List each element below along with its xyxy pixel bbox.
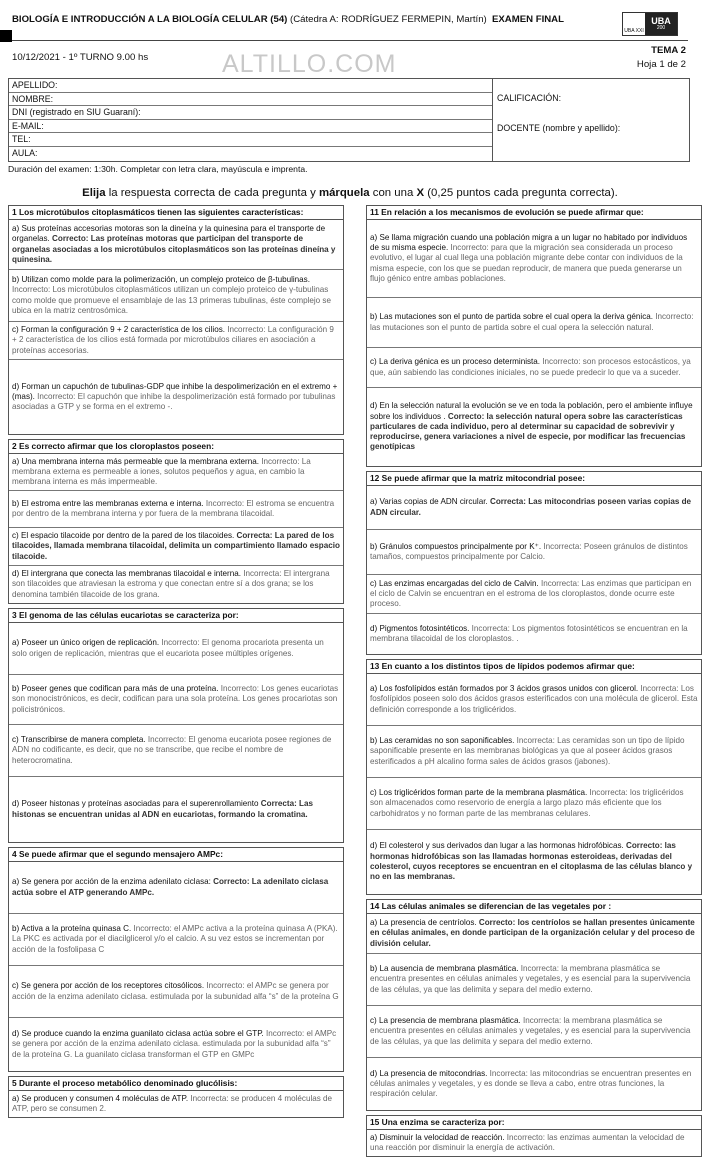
option-explanation: Incorrecto: El capuchón que inhibe la despolimerización está formado por tubulinas asociadas a GTP y se forma en el extremo -. xyxy=(12,391,336,412)
exam-header xyxy=(0,0,700,78)
option-text: c) El espacio tilacoide por dentro de la pared de los tilacoides. xyxy=(12,531,235,541)
id-field-0[interactable]: APELLIDO: xyxy=(9,79,492,93)
answer-option[interactable] xyxy=(9,491,343,528)
option-text: d) La presencia de mitocondrias. xyxy=(370,1068,488,1078)
question-title: 3 El genoma de las células eucariotas se caracteriza por: xyxy=(9,609,343,623)
option-explanation: Incorrecto: La membrana externa es permeable a iones, solutos pequeños y agua, en cambio la membrana interna es más impermeable. xyxy=(12,456,311,487)
question-block xyxy=(366,659,702,895)
option-explanation: Incorrecta: la membrana plasmática se encuentra presentes en células animales y vegetales, y es esencial para la supervivencia de las células, ya que las delimita y separa del medio externo. xyxy=(370,1016,691,1046)
answer-option[interactable] xyxy=(9,454,343,491)
option-explanation: Correcta: Las histonas se encuentran unidas al ADN en eucariotas, formando la cromatina. xyxy=(12,799,313,819)
question-title: 4 Se puede afirmar que el segundo mensajero AMPc: xyxy=(9,848,343,862)
option-text: a) Se genera por acción de la enzima adenilato ciclasa: xyxy=(12,877,211,887)
option-explanation: Incorrecto: El genoma eucariota posee regiones de ADN no codificante, es decir, que no se transcribe, que recibe el nombre de heterocromatina. xyxy=(12,735,332,765)
uba-logo-small: UBA XXI xyxy=(623,13,645,35)
option-explanation: Incorrecto: el AMPc se genera por acción de la enzima adenilato ciclasa. estimulada por la subunidad alfa “s” de la proteína G xyxy=(12,981,339,1001)
option-explanation: Incorrecta: las mitocondrias se encuentran presentes en células animales y vegetales, y es donde se lleva a cabo, entre otras funciones, la respiración celular. xyxy=(370,1068,692,1099)
question-block xyxy=(8,439,344,604)
instructions: Elija la respuesta correcta de cada pregunta y márquela con una X (0,25 puntos cada pregunta correcta). xyxy=(82,187,618,199)
student-id-box xyxy=(8,78,690,162)
question-block xyxy=(366,1115,702,1157)
answer-option[interactable] xyxy=(367,486,701,530)
answer-option[interactable] xyxy=(9,914,343,966)
answer-option[interactable] xyxy=(9,1018,343,1071)
option-text: c) Forman la configuración 9 + 2 característica de los cilios. xyxy=(12,325,226,335)
option-explanation: Correcto: los centríolos se hallan presentes únicamente en células animales, en donde participan de la organización celular y del proceso de división celular. xyxy=(370,918,695,948)
registration-mark xyxy=(0,30,12,42)
option-text: b) Activa a la proteína quinasa C. xyxy=(12,924,132,934)
question-title: 12 Se puede afirmar que la matriz mitocondrial posee: xyxy=(367,472,701,486)
option-text: d) En la selección natural la evolución se ve en toda la población, pero el ambiente influye sobre los individuos . xyxy=(370,401,693,421)
answer-option[interactable] xyxy=(9,220,343,270)
question-block xyxy=(8,1076,344,1118)
docente-label: DOCENTE (nombre y apellido): xyxy=(497,123,621,133)
answer-option[interactable] xyxy=(367,575,701,614)
option-text: c) La deriva génica es un proceso determinista. xyxy=(370,357,541,367)
answer-option[interactable] xyxy=(9,623,343,675)
answer-option[interactable] xyxy=(367,914,701,954)
option-text: d) El colesterol y sus derivados dan lugar a las hormonas hidrofóbicas. xyxy=(370,841,624,851)
option-explanation: Incorrecto: son procesos estocásticos, ya que, aún sabiendo las condiciones iniciales, no se puede predecir lo que va a suceder. xyxy=(370,357,691,377)
answer-option[interactable] xyxy=(367,1058,701,1110)
option-text: c) Los triglicéridos forman parte de la membrana plasmática. xyxy=(370,788,588,798)
option-explanation: Incorrecto: Los microtúbulos citoplasmáticos utilizan un complejo proteico de γ-tubulinas como molde que promueve el ensamblaje de las 13 primeras tubulinas, éste complejo se ubica en la matriz centrosómica. xyxy=(12,285,331,315)
duration-note: Duración del examen: 1:30h. Completar con letra clara, mayúscula e imprenta. xyxy=(8,164,308,174)
uba-logo-text: UBA xyxy=(651,16,671,26)
option-explanation: Incorrecto: el AMPc se genera por acción de la enzima adenilato ciclasa. estimulada por la subunidad alfa “s” de la proteína G. La guanilato ciclasa transforman el GTP en GMPc xyxy=(12,1029,337,1059)
option-text: a) Sus proteínas accesorias motoras son la dineína y la quinesina para el transporte de organelas. xyxy=(12,223,326,244)
option-text: a) Se producen y consumen 4 moléculas de ATP. xyxy=(12,1093,189,1103)
option-text: c) La presencia de membrana plasmática. xyxy=(370,1016,521,1026)
answer-option[interactable] xyxy=(367,614,701,654)
option-explanation: Incorrecto: La configuración 9 + 2 característica de los cilios está formada por microtúbulos ciliares en asociación a proteínas accesorias. xyxy=(12,325,334,355)
answer-option[interactable] xyxy=(9,360,343,434)
exam-type: EXAMEN FINAL xyxy=(492,14,564,25)
question-block xyxy=(366,205,702,467)
option-text: d) El intergrana que conecta las membranas tilacoidal e interna. xyxy=(12,569,242,579)
answer-option[interactable] xyxy=(367,530,701,575)
option-explanation: Incorrecta: Los fosfolípidos poseen solo dos ácidos grasos esterificados con una molécula de glicerol. Esta definición corresponde a los triglicéridos. xyxy=(370,684,698,714)
question-title: 1 Los microtúbulos citoplasmáticos tienen las siguientes características: xyxy=(9,206,343,220)
option-explanation: Incorrecta: El intergrana son tilacoides que atraviesan la estroma y que conectan entre sí a dos grana; se los denomina también tilacoide de los grana. xyxy=(12,569,330,599)
option-text: a) Disminuir la velocidad de reacción. xyxy=(370,1132,505,1142)
uba-logo xyxy=(622,12,678,36)
exam-date: 10/12/2021 - 1º TURNO 9.00 hs xyxy=(12,52,149,63)
option-explanation: Incorrecta: Las enzimas que participan en el ciclo de Calvin se encuentran en el estroma de los cloroplastos, donde ocurre este proceso. xyxy=(370,578,692,609)
option-text: d) Se produce cuando la enzima guanilato ciclasa actúa sobre el GTP. xyxy=(12,1029,264,1039)
question-block xyxy=(8,205,344,435)
answer-option[interactable] xyxy=(367,1006,701,1058)
answer-option[interactable] xyxy=(367,220,701,298)
question-title: 5 Durante el proceso metabólico denominado glucólisis: xyxy=(9,1077,343,1091)
option-text: a) Varias copias de ADN circular. xyxy=(370,497,488,507)
option-text: b) Utilizan como molde para la polimerización, un complejo proteico de β-tubulinas. xyxy=(12,274,310,284)
question-title: 11 En relación a los mecanismos de evolución se puede afirmar que: xyxy=(367,206,701,220)
answer-option[interactable] xyxy=(367,954,701,1006)
option-explanation: Correcto: La adenilato ciclasa actúa sobre el ATP generando AMPc. xyxy=(12,877,329,897)
option-explanation: Correcta: La pared de los tilacoides, llamada membrana tilacoidal, delimita un compartimiento llamado espacio tilacoide. xyxy=(12,531,340,561)
question-block xyxy=(366,471,702,655)
answer-option[interactable] xyxy=(367,348,701,388)
calificacion-label: CALIFICACIÓN: xyxy=(497,93,562,103)
questions-column-right xyxy=(366,205,702,1161)
answer-option[interactable] xyxy=(367,726,701,778)
answer-option[interactable] xyxy=(9,270,343,322)
option-text: d) Poseer histonas y proteínas asociadas para el superenrollamiento xyxy=(12,799,259,809)
question-block xyxy=(8,608,344,843)
question-title: 2 Es correcto afirmar que los cloroplastos poseen: xyxy=(9,440,343,454)
option-explanation: Incorrecta: se producen 4 moléculas de ATP, pero se consumen 2. xyxy=(12,1093,333,1113)
option-text: c) Transcribirse de manera completa. xyxy=(12,735,146,745)
question-block xyxy=(8,847,344,1072)
question-block xyxy=(366,899,702,1111)
question-title: 14 Las células animales se diferencian de las vegetales por : xyxy=(367,900,701,914)
id-field-5[interactable]: AULA: xyxy=(12,147,38,158)
option-text: d) Pigmentos fotosintéticos. xyxy=(370,623,470,633)
option-text: b) El estroma entre las membranas externa e interna. xyxy=(12,498,204,508)
option-text: c) Se genera por acción de los receptores citosólicos. xyxy=(12,981,205,991)
answer-option[interactable] xyxy=(367,674,701,726)
option-text: c) Las enzimas encargadas del ciclo de Calvin. xyxy=(370,578,539,588)
answer-option[interactable] xyxy=(367,778,701,830)
tema-label: TEMA 2 xyxy=(651,45,686,56)
answer-option[interactable] xyxy=(9,1091,343,1117)
watermark: ALTILLO.COM xyxy=(222,50,397,78)
option-text: b) Gránulos compuestos principalmente por K⁺. xyxy=(370,541,542,551)
answer-option[interactable] xyxy=(9,675,343,725)
id-field-3[interactable]: E-MAIL: xyxy=(9,120,492,134)
option-explanation: Incorrecto: El estroma se encuentra por dentro de la membrana interna y por fuera de la membrana tilacoidal. xyxy=(12,498,335,518)
option-text: b) La ausencia de membrana plasmática. xyxy=(370,964,519,974)
option-explanation: Correcto: Las proteínas motoras que participan del transporte de organelas asociadas a los microtúbulos citoplasmáticos son las proteínas dineína y quinesina. xyxy=(12,234,336,264)
option-explanation: Incorrecto: las mutaciones son el punto de partida sobre el cual opera la selección natural. xyxy=(370,312,694,332)
header-divider xyxy=(12,40,688,41)
option-text: b) Las mutaciones son el punto de partida sobre el cual opera la deriva génica. xyxy=(370,312,654,322)
option-explanation: Incorrecto: el AMPc activa a la proteína quinasa A (PKA). La PKC es activada por el diacilglicerol y/o el calcio. A su vez estos se incrementan por acción de la fosfolipasa C xyxy=(12,924,338,954)
answer-option[interactable] xyxy=(367,298,701,348)
questions-column-left xyxy=(8,205,344,1122)
option-explanation: Correcto: la selección natural opera sobre las características particulares de cada individuo, pero al determinar su capacidad de sobrevivir y reproducirse, genera variaciones a nivel de especie, por modificar las frecuencias genotípicas xyxy=(370,411,686,452)
option-explanation: Incorrecta: Los pigmentos fotosintéticos se encuentran en la membrana tilacoidal de los cloroplastos. . xyxy=(370,623,688,643)
option-explanation: Incorrecta: Poseen gránulos de distintos tamaños, compuestos principalmente por Calcio. xyxy=(370,541,688,561)
answer-option[interactable] xyxy=(9,725,343,777)
option-explanation: Incorrecto: las enzimas aumentan la velocidad de una reacción por disminuir la energía de activación. xyxy=(370,1132,685,1152)
option-text: a) La presencia de centríolos. xyxy=(370,918,477,928)
option-text: b) Las ceramidas no son saponificables. xyxy=(370,736,515,746)
option-text: a) Una membrana interna más permeable que la membrana externa. xyxy=(12,456,259,466)
option-text: b) Poseer genes que codifican para más de una proteína. xyxy=(12,684,219,694)
page-indicator: Hoja 1 de 2 xyxy=(636,59,686,70)
answer-option[interactable] xyxy=(367,388,701,466)
question-title: 13 En cuanto a los distintos tipos de lípidos podemos afirmar que: xyxy=(367,660,701,674)
option-explanation: Correcto: las hormonas hidrofóbicas son las llamadas hormonas esteroideas, derivadas del colesterol, cuyos receptores se encuentran en el citoplasma de las células blanco y no en las membranas. xyxy=(370,841,693,882)
id-field-4[interactable]: TEL: xyxy=(9,133,492,147)
option-explanation: Correcta: Las mitocondrias poseen varias copias de ADN circular. xyxy=(370,497,692,517)
option-text: a) Poseer un único origen de replicación. xyxy=(12,638,160,648)
option-explanation: Incorrecto: Los genes eucariotas son monocistrónicos, es decir, codifican para una sola proteína. Los genes procariotas son policistrónicos. xyxy=(12,684,339,714)
option-explanation: Incorrecto: El genoma procariota presenta un solo origen de replicación, mientras que el eucariota posee múltiples orígenes. xyxy=(12,638,324,658)
answer-option[interactable] xyxy=(9,528,343,566)
option-explanation: Incorrecta: la membrana plasmática se encuentra presentes en células animales y vegetales, y es esencial para la supervivencia de las células, ya que las delimita y separa del medio externo. xyxy=(370,964,691,994)
answer-option[interactable] xyxy=(9,966,343,1018)
answer-option[interactable] xyxy=(367,830,701,894)
answer-option[interactable] xyxy=(367,1130,701,1156)
answer-option[interactable] xyxy=(9,566,343,603)
id-fields xyxy=(9,79,493,161)
answer-option[interactable] xyxy=(9,322,343,360)
option-text: a) Se llama migración cuando una población migra a un lugar no habitado por individuos de su misma especie. xyxy=(370,232,688,253)
uba-logo-sub: 200 xyxy=(656,25,666,31)
option-explanation: Incorrecta: Las ceramidas son un tipo de lípido saponificable presente en las membranas biológicas ya que al poseer ácidos grasos esterificados a pH alcalino forma sales de ácidos grasos (jabones). xyxy=(370,736,685,766)
option-text: a) Los fosfolípidos están formados por 3 ácidos grasos unidos con glicerol. xyxy=(370,684,639,694)
option-explanation: Incorrecto: para que la migración sea considerada un proceso evolutivo, el lugar al cual llega una población migrante debe contar con individuos de la misma especie, con los que se puedan reproducir, de manera que pueda generarse un flujo génico entre ambas poblaciones. xyxy=(370,243,683,283)
answer-option[interactable] xyxy=(9,777,343,842)
question-title: 15 Una enzima se caracteriza por: xyxy=(367,1116,701,1130)
id-field-1[interactable]: NOMBRE: xyxy=(9,93,492,107)
option-explanation: Incorrecta: los triglicéridos son almacenados como reservorio de energía a largo plazo más eficiente que los carbohidratos y no forman parte de las membranas celulares. xyxy=(370,788,684,818)
option-text: d) Forman un capuchón de tubulinas-GDP que inhibe la despolimerización en el extremo + (mas). xyxy=(12,381,338,401)
course-title: BIOLOGÍA E INTRODUCCIÓN A LA BIOLOGÍA CELULAR (54) (Cátedra A: RODRÍGUEZ FERMEPIN, Martín) xyxy=(12,14,487,25)
id-field-2[interactable]: DNI (registrado en SIU Guaraní): xyxy=(9,106,492,120)
answer-option[interactable] xyxy=(9,862,343,914)
